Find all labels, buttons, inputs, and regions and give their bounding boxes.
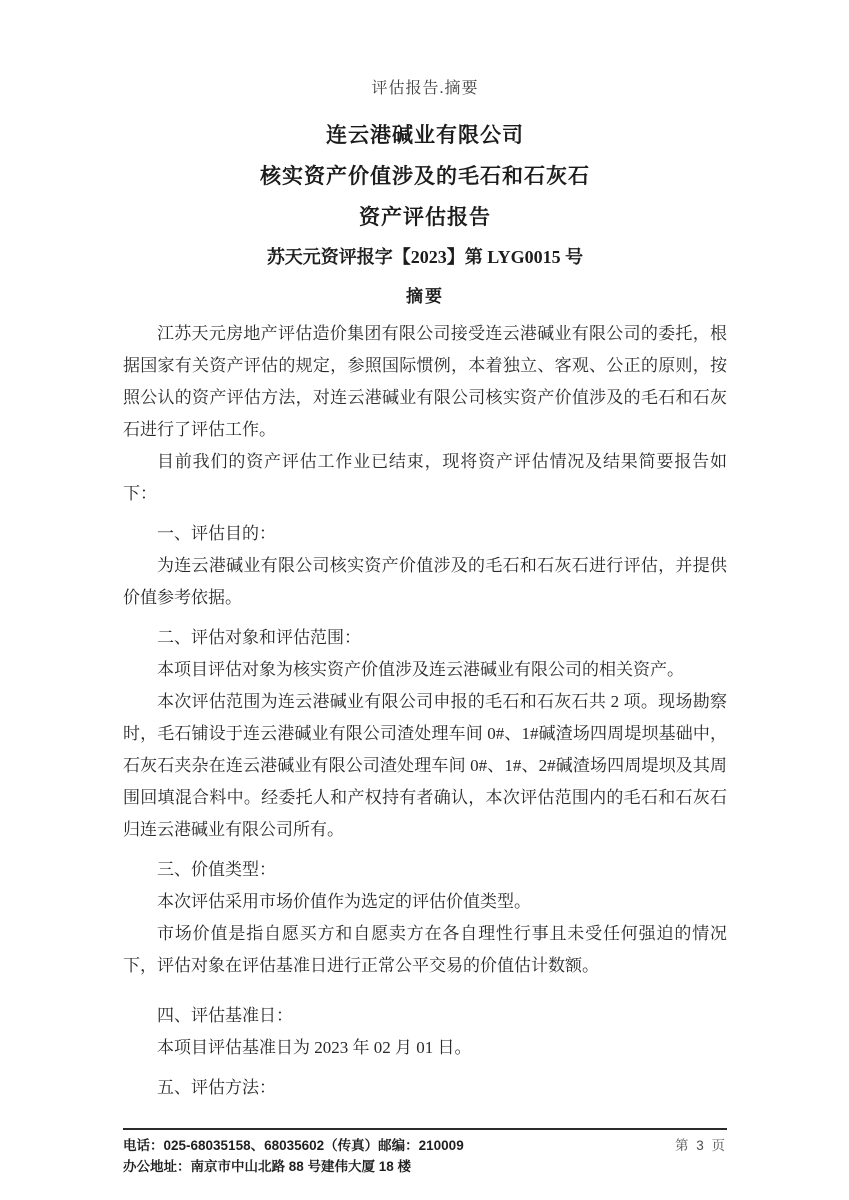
paragraph-intro: 江苏天元房地产评估造价集团有限公司接受连云港碱业有限公司的委托，根据国家有关资产评估的规定，参照国际惯例，本着独立、客观、公正的原则，按照公认的资产评估方法，对连云港碱业有限公司核实资产价值涉及的毛石和石灰石进行了评估工作。 xyxy=(123,324,727,439)
page-number: 第 3 页 xyxy=(674,1138,727,1153)
page-content xyxy=(123,78,727,1104)
abstract-heading: 摘要 xyxy=(406,287,444,306)
doc-number: 苏天元资评报字【2023】第 LYG0015 号 xyxy=(266,247,584,267)
footer-contact-block xyxy=(123,1135,464,1177)
paragraph-purpose-body: 为连云港碱业有限公司核实资产价值涉及的毛石和石灰石进行评估，并提供价值参考依据。 xyxy=(123,556,727,607)
doc-title-subject: 核实资产价值涉及的毛石和石灰石 xyxy=(260,164,590,188)
section-heading-3-value-type: 三、价值类型： xyxy=(157,860,276,879)
paragraph-base-date-body: 本项目评估基准日为 2023 年 02 月 01 日。 xyxy=(157,1038,472,1057)
paragraph-market-value-definition: 市场价值是指自愿买方和自愿卖方在各自理性行事且未受任何强迫的情况下，评估对象在评估基准日进行正常公平交易的价值估计数额。 xyxy=(123,924,727,975)
paragraph-scope-detail: 本次评估范围为连云港碱业有限公司申报的毛石和石灰石共 2 项。现场勘察时，毛石铺设于连云港碱业有限公司渣处理车间 0#、1#碱渣场四周堤坝基础中，石灰石夹杂在连云港碱业有限公司渣处理车间 0#、1#、2#碱渣场四周堤坝及其周围回填混合料中。经委托人和产权持有者确认，本次评估范围内的毛石和石灰石归连云港碱业有限公司所有。 xyxy=(123,692,727,839)
doc-title-report-type: 资产评估报告 xyxy=(359,205,491,229)
footer-contact-address: 办公地址：南京市中山北路 88 号建伟大厦 18 楼 xyxy=(123,1159,412,1174)
section-heading-1-purpose: 一、评估目的： xyxy=(157,524,276,543)
paragraph-scope-object: 本项目评估对象为核实资产价值涉及连云港碱业有限公司的相关资产。 xyxy=(157,660,684,679)
section-heading-4-base-date: 四、评估基准日： xyxy=(157,1006,293,1025)
doc-header-label: 评估报告.摘要 xyxy=(371,80,479,97)
paragraph-value-type-body: 本次评估采用市场价值作为选定的评估价值类型。 xyxy=(157,892,531,911)
page-footer xyxy=(123,1128,727,1177)
doc-title-company: 连云港碱业有限公司 xyxy=(326,123,524,147)
section-heading-5-method: 五、评估方法： xyxy=(157,1078,276,1097)
footer-contact-phone: 电话：025-68035158、68035602（传真）邮编：210009 xyxy=(123,1138,464,1153)
section-heading-2-scope: 二、评估对象和评估范围： xyxy=(157,628,361,647)
paragraph-status: 目前我们的资产评估工作业已结束，现将资产评估情况及结果简要报告如下： xyxy=(123,452,727,503)
